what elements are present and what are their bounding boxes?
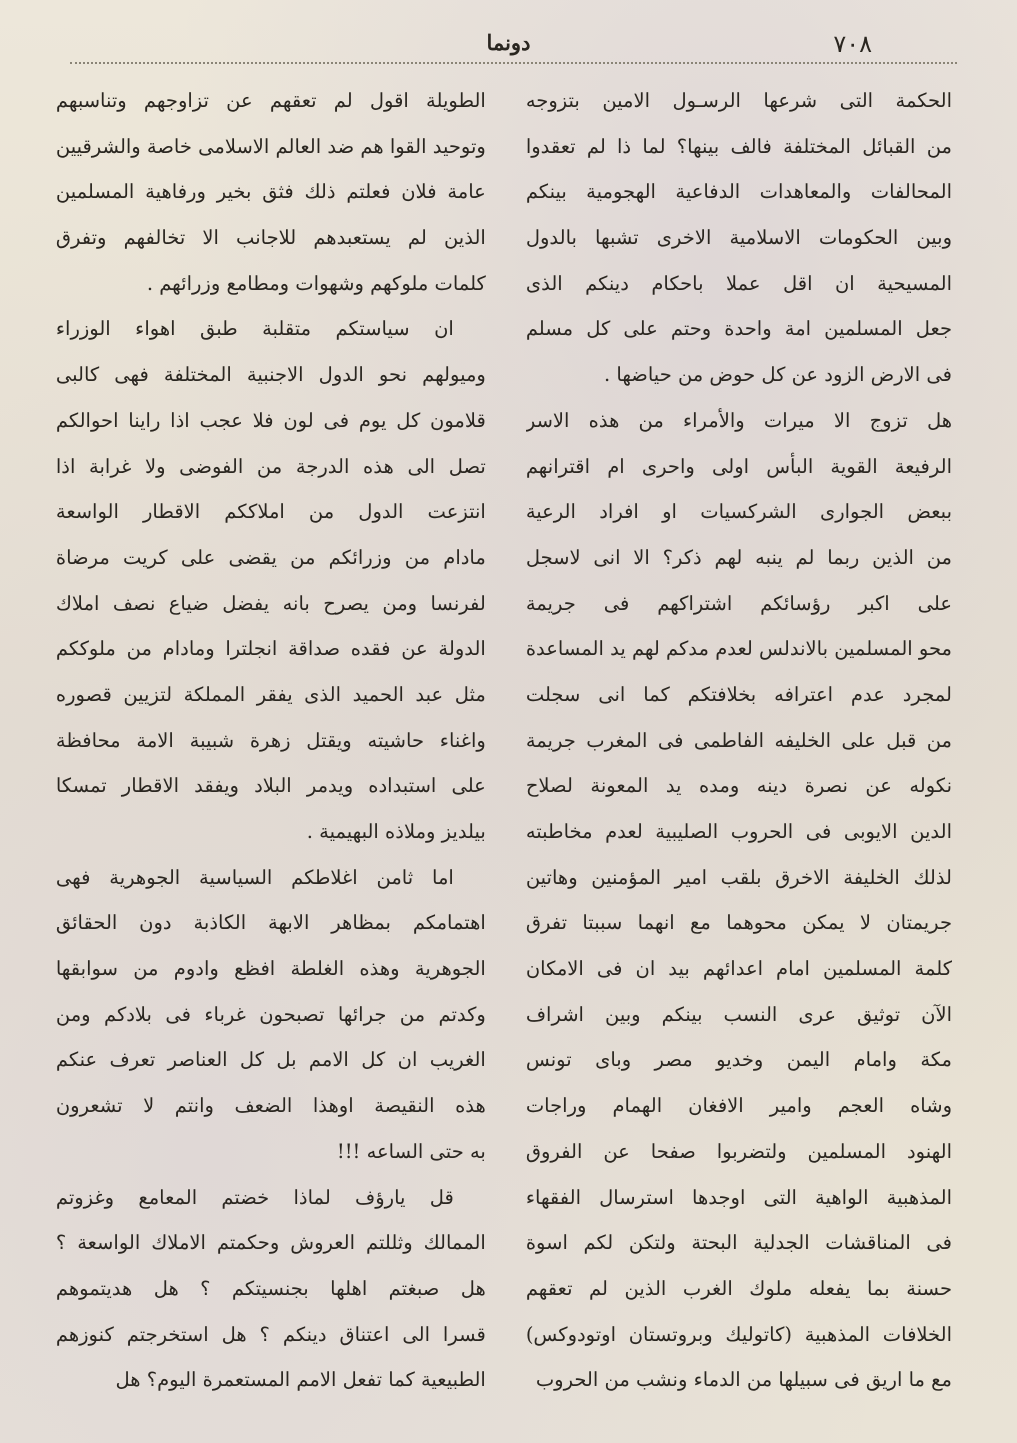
text-line: المسيحية ان اقل عملا باحكام دينكم الذى xyxy=(525,271,952,295)
text-line: فى الارض الزود عن كل حوض من حياضها . xyxy=(603,363,952,387)
text-line: قل يارؤف لماذا خضتم المعامع وغزوتم xyxy=(55,1185,454,1209)
text-line: الذين لم يستعبدهم للاجانب الا تخالفهم وتفرق xyxy=(55,226,486,250)
text-line: حسنة بما يفعله ملوك الغرب الذين لم تعقهم xyxy=(525,1276,952,1300)
text-line: وشاه العجم وامير الافغان الهمام وراجات xyxy=(525,1094,952,1118)
text-line: المذهبية الواهية التى اوجدها استرسال الفقهاء xyxy=(525,1185,952,1209)
text-line: الخلافات المذهبية (كاتوليك وبروتستان اوتودوكس) xyxy=(525,1322,952,1346)
text-line: قسرا الى اعتناق دينكم ؟ هل استخرجتم كنوزهم xyxy=(55,1322,486,1346)
text-line: لفرنسا ومن يصرح بانه يفضل ضياع نصف املاك xyxy=(55,591,486,615)
text-line: لمجرد عدم اعترافه بخلافتكم كما انى سجلت xyxy=(525,682,952,706)
text-line: انتزعت الدول من املاككم الاقطار الواسعة xyxy=(55,500,486,524)
text-line: هل تزوج الا ميرات والأمراء من هذه الاسر xyxy=(525,408,952,432)
text-line: من قبل على الخليفه الفاطمى فى المغرب جريمة xyxy=(525,728,952,752)
text-line: اهتمامكم بمظاهر الابهة الكاذبة دون الحقائق xyxy=(55,911,486,935)
text-line: من الذين ربما لم ينبه لهم ذكر؟ الا انى لاسجل xyxy=(525,545,952,569)
page-number: ٧٠٨ xyxy=(833,30,872,58)
text-line: مثل عبد الحميد الذى يفقر المملكة لتزيين قصوره xyxy=(55,682,486,706)
running-head: دونما xyxy=(486,30,531,55)
text-line: جعل المسلمين امة واحدة وحتم على كل مسلم xyxy=(525,317,952,341)
text-columns xyxy=(55,78,952,1403)
text-line: مكة وامام اليمن وخديو مصر وباى تونس xyxy=(525,1048,952,1072)
text-line: وبين الحكومات الاسلامية الاخرى تشبها بالدول xyxy=(525,226,952,250)
text-line: تصل الى هذه الدرجة من الفوضى ولا غرابة اذا xyxy=(55,454,486,478)
text-line: ان سياستكم متقلبة طبق اهواء الوزراء xyxy=(55,317,454,341)
text-line: الجوهرية وهذه الغلطة افظع وادوم من سوابقها xyxy=(55,957,486,981)
text-line: هذه النقيصة اوهذا الضعف وانتم لا تشعرون xyxy=(55,1094,486,1118)
text-line: الدولة عن فقده صداقة انجلترا ومادام من ملوككم xyxy=(55,637,486,661)
text-line: به حتى الساعه !!! xyxy=(336,1139,486,1163)
text-line: هل صبغتم اهلها بجنسيتكم ؟ هل هديتموهم xyxy=(55,1276,486,1300)
text-line: الطويلة اقول لم تعقهم عن تزاوجهم وتناسبهم xyxy=(55,89,486,112)
text-line: اما ثامن اغلاطكم السياسية الجوهرية فهى xyxy=(55,865,454,889)
header-rule xyxy=(70,62,957,64)
text-line: من القبائل المختلفة فالف بينها؟ لما ذا لم تعقدوا xyxy=(525,134,952,158)
text-line: الدين الايوبى فى الحروب الصليبية لعدم مخاطبته xyxy=(525,820,952,843)
text-line: مع ما اريق فى سبيلها من الدماء ونشب من الحروب xyxy=(535,1368,952,1392)
text-line: كلمة المسلمين امام اعدائهم بيد ان فى الامكان xyxy=(525,957,952,981)
text-line: بيلديز وملاذه البهيمية . xyxy=(306,820,486,843)
text-line: الغريب ان كل الامم بل كل العناصر تعرف عنكم xyxy=(55,1048,486,1072)
text-line: الحكمة التى شرعها الرسـول الامين بتزوجه xyxy=(525,89,952,112)
text-line: الآن توثيق عرى النسب بينكم وبين اشراف xyxy=(525,1002,952,1026)
text-line: الممالك وثللتم العروش وحكمتم الاملاك الواسعة ؟ xyxy=(55,1231,486,1255)
text-line: واغناء حاشيته ويقتل زهرة شبيبة الامة محافظة xyxy=(55,728,486,752)
right-column xyxy=(526,78,952,1403)
text-line: الطبيعية كما تفعل الامم المستعمرة اليوم؟ هل xyxy=(115,1368,486,1392)
text-line: نكوله عن نصرة دينه ومده يد المعونة لصلاح xyxy=(525,774,952,798)
text-line: على اكبر رؤسائكم اشتراكهم فى جريمة xyxy=(525,591,952,615)
text-line: فى المناقشات الجدلية البحتة ولتكن لكم اسوة xyxy=(525,1231,952,1255)
text-line: قلامون كل يوم فى لون فلا عجب اذا راينا احوالكم xyxy=(55,408,486,432)
text-line: ببعض الجوارى الشركسيات او افراد الرعية xyxy=(525,500,952,524)
text-line: لذلك الخليفة الاخرق بلقب امير المؤمنين وهاتين xyxy=(525,865,952,889)
text-line: مادام من وزرائكم من يقضى على كريت مرضاة xyxy=(55,545,486,569)
text-line: عامة فلان فعلتم ذلك فثق بخير ورفاهية المسلمين xyxy=(55,180,486,204)
text-line: وكدتم من جرائها تصبحون غرباء فى بلادكم ومن xyxy=(55,1002,486,1026)
text-line: الرفيعة القوية البأس اولى واحرى ام اقترانهم xyxy=(525,454,952,478)
text-line: جريمتان لا يمكن محوهما مع انهما سببتا تفرق xyxy=(525,911,952,935)
page-header xyxy=(60,28,957,58)
text-line: وتوحيد القوا هم ضد العالم الاسلامى خاصة والشرقيين xyxy=(55,134,486,158)
text-line: على استبداده ويدمر البلاد ويفقد الاقطار تمسكا xyxy=(55,774,486,798)
text-line: محو المسلمين بالاندلس لعدم مدكم لهم يد المساعدة xyxy=(525,637,952,661)
text-line: كلمات ملوكهم وشهوات ومطامع وزرائهم . xyxy=(146,271,486,295)
text-line: المحالفات والمعاهدات الدفاعية الهجومية بينكم xyxy=(525,180,952,204)
text-line: الهنود المسلمين ولتضربوا صفحا عن الفروق xyxy=(525,1139,952,1163)
text-line: وميولهم نحو الدول الاجنبية المختلفة فهى كالبى xyxy=(55,363,486,387)
left-column xyxy=(56,78,486,1403)
